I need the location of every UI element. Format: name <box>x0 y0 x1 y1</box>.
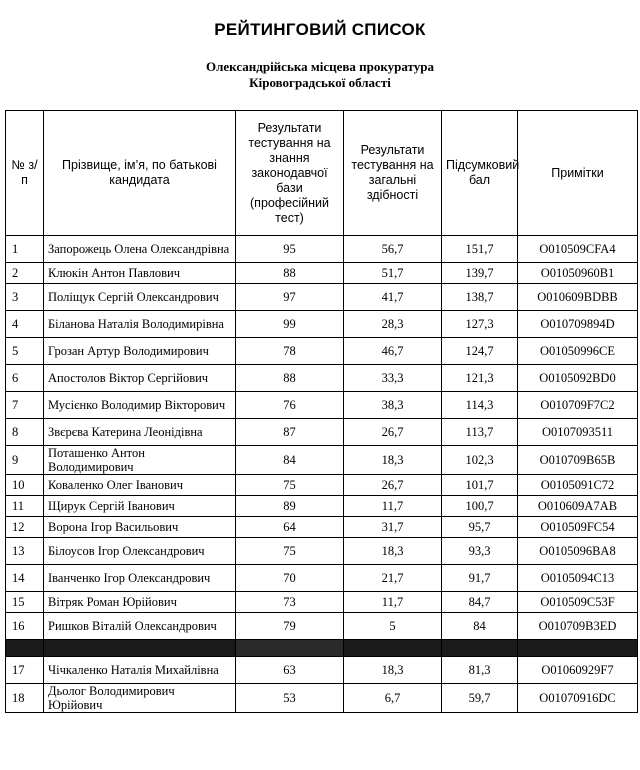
note-code: О0105094C13 <box>518 565 638 592</box>
general-test-score: 26,7 <box>344 475 442 496</box>
general-test-score: 21,7 <box>344 565 442 592</box>
row-number: 7 <box>6 392 44 419</box>
candidate-name: Дьолог Володимирович Юрійович <box>44 684 236 713</box>
total-score: 84 <box>442 613 518 640</box>
row-number: 17 <box>6 657 44 684</box>
law-test-score: 75 <box>236 475 344 496</box>
law-test-score: 76 <box>236 392 344 419</box>
table-row <box>6 284 638 311</box>
law-test-score: 87 <box>236 419 344 446</box>
row-number: 14 <box>6 565 44 592</box>
candidate-name: Ворона Ігор Васильович <box>44 517 236 538</box>
note-code: О010509CFA4 <box>518 236 638 263</box>
general-test-score: 31,7 <box>344 517 442 538</box>
note-code: О010609A7AB <box>518 496 638 517</box>
candidate-name: Мусієнко Володимир Вікторович <box>44 392 236 419</box>
law-test-score: 78 <box>236 338 344 365</box>
row-number: 6 <box>6 365 44 392</box>
row-number: 1 <box>6 236 44 263</box>
table-row <box>6 657 638 684</box>
table-row <box>6 496 638 517</box>
page-title: РЕЙТИНГОВИЙ СПИСОК <box>214 20 426 39</box>
total-score: 95,7 <box>442 517 518 538</box>
header-law-test: Результати тестування на знання законодавчої бази (професійний тест) <box>236 111 344 236</box>
table-row <box>6 613 638 640</box>
general-test-score: 26,7 <box>344 419 442 446</box>
row-number: 13 <box>6 538 44 565</box>
table-body-below <box>6 657 638 713</box>
total-score: 121,3 <box>442 365 518 392</box>
table-row <box>6 446 638 475</box>
general-test-score: 11,7 <box>344 496 442 517</box>
row-number: 2 <box>6 263 44 284</box>
header-general-test: Результати тестування на загальні здібності <box>344 111 442 236</box>
header-notes: Примітки <box>518 111 638 236</box>
table-row <box>6 236 638 263</box>
table-row <box>6 592 638 613</box>
law-test-score: 97 <box>236 284 344 311</box>
total-score: 102,3 <box>442 446 518 475</box>
rating-table <box>5 110 638 713</box>
table-row <box>6 311 638 338</box>
total-score: 138,7 <box>442 284 518 311</box>
law-test-score: 73 <box>236 592 344 613</box>
row-number: 4 <box>6 311 44 338</box>
table-body <box>6 236 638 640</box>
note-code: О010709B65B <box>518 446 638 475</box>
candidate-name: Вітряк Роман Юрійович <box>44 592 236 613</box>
subtitle-line-1: Олександрійська місцева прокуратура <box>206 59 434 74</box>
candidate-name: Білоусов Ігор Олександрович <box>44 538 236 565</box>
table-header-row <box>6 111 638 236</box>
general-test-score: 6,7 <box>344 684 442 713</box>
note-code: О01070916DC <box>518 684 638 713</box>
table-row <box>6 475 638 496</box>
candidate-name: Чічкаленко Наталія Михайлівна <box>44 657 236 684</box>
candidate-name: Поташенко Антон Володимирович <box>44 446 236 475</box>
table-row <box>6 365 638 392</box>
candidate-name: Ришков Віталій Олександрович <box>44 613 236 640</box>
law-test-score: 99 <box>236 311 344 338</box>
note-code: О010709B3ED <box>518 613 638 640</box>
general-test-score: 18,3 <box>344 657 442 684</box>
table-row <box>6 338 638 365</box>
total-score: 101,7 <box>442 475 518 496</box>
note-code: О010509C53F <box>518 592 638 613</box>
general-test-score: 18,3 <box>344 538 442 565</box>
candidate-name: Біланова Наталія Володимирівна <box>44 311 236 338</box>
row-number: 12 <box>6 517 44 538</box>
row-number: 16 <box>6 613 44 640</box>
law-test-score: 84 <box>236 446 344 475</box>
note-code: О01050996CE <box>518 338 638 365</box>
header-num: № з/п <box>6 111 44 236</box>
note-code: О01050960В1 <box>518 263 638 284</box>
law-test-score: 89 <box>236 496 344 517</box>
note-code: О01060929F7 <box>518 657 638 684</box>
table-row <box>6 684 638 713</box>
law-test-score: 88 <box>236 365 344 392</box>
page-subtitle <box>0 59 640 91</box>
dark-separator-row <box>6 640 638 657</box>
table-row <box>6 419 638 446</box>
total-score: 114,3 <box>442 392 518 419</box>
table-row <box>6 517 638 538</box>
general-test-score: 46,7 <box>344 338 442 365</box>
candidate-name: Апостолов Віктор Сергійович <box>44 365 236 392</box>
row-number: 9 <box>6 446 44 475</box>
law-test-score: 88 <box>236 263 344 284</box>
total-score: 139,7 <box>442 263 518 284</box>
separator-body <box>6 640 638 657</box>
law-test-score: 63 <box>236 657 344 684</box>
note-code: О010609BDBB <box>518 284 638 311</box>
total-score: 93,3 <box>442 538 518 565</box>
general-test-score: 18,3 <box>344 446 442 475</box>
general-test-score: 11,7 <box>344 592 442 613</box>
law-test-score: 53 <box>236 684 344 713</box>
table-row <box>6 392 638 419</box>
total-score: 124,7 <box>442 338 518 365</box>
note-code: О0105092BD0 <box>518 365 638 392</box>
subtitle-line-2: Кіровоградської області <box>249 75 391 90</box>
general-test-score: 41,7 <box>344 284 442 311</box>
row-number: 5 <box>6 338 44 365</box>
general-test-score: 51,7 <box>344 263 442 284</box>
row-number: 15 <box>6 592 44 613</box>
law-test-score: 64 <box>236 517 344 538</box>
note-code: О0107093511 <box>518 419 638 446</box>
table-row <box>6 565 638 592</box>
total-score: 91,7 <box>442 565 518 592</box>
total-score: 59,7 <box>442 684 518 713</box>
note-code: О010709F7C2 <box>518 392 638 419</box>
note-code: О0105096BA8 <box>518 538 638 565</box>
general-test-score: 28,3 <box>344 311 442 338</box>
row-number: 18 <box>6 684 44 713</box>
candidate-name: Коваленко Олег Іванович <box>44 475 236 496</box>
header-total: Підсумковий бал <box>442 111 518 236</box>
candidate-name: Поліщук Сергій Олександрович <box>44 284 236 311</box>
law-test-score: 75 <box>236 538 344 565</box>
candidate-name: Грозан Артур Володимирович <box>44 338 236 365</box>
note-code: О0105091C72 <box>518 475 638 496</box>
general-test-score: 56,7 <box>344 236 442 263</box>
table-row <box>6 263 638 284</box>
candidate-name: Іванченко Ігор Олександрович <box>44 565 236 592</box>
table-row <box>6 538 638 565</box>
row-number: 11 <box>6 496 44 517</box>
law-test-score: 70 <box>236 565 344 592</box>
note-code: О010709894D <box>518 311 638 338</box>
candidate-name: Запорожець Олена Олександрівна <box>44 236 236 263</box>
candidate-name: Щирук Сергій Іванович <box>44 496 236 517</box>
law-test-score: 95 <box>236 236 344 263</box>
general-test-score: 5 <box>344 613 442 640</box>
law-test-score: 79 <box>236 613 344 640</box>
total-score: 84,7 <box>442 592 518 613</box>
total-score: 100,7 <box>442 496 518 517</box>
total-score: 81,3 <box>442 657 518 684</box>
total-score: 113,7 <box>442 419 518 446</box>
row-number: 8 <box>6 419 44 446</box>
row-number: 10 <box>6 475 44 496</box>
general-test-score: 38,3 <box>344 392 442 419</box>
header-name: Прізвище, ім’я, по батькові кандидата <box>44 111 236 236</box>
candidate-name: Звєрєва Катерина Леонідівна <box>44 419 236 446</box>
general-test-score: 33,3 <box>344 365 442 392</box>
total-score: 151,7 <box>442 236 518 263</box>
candidate-name: Клюкін Антон Павлович <box>44 263 236 284</box>
note-code: О010509FC54 <box>518 517 638 538</box>
row-number: 3 <box>6 284 44 311</box>
total-score: 127,3 <box>442 311 518 338</box>
